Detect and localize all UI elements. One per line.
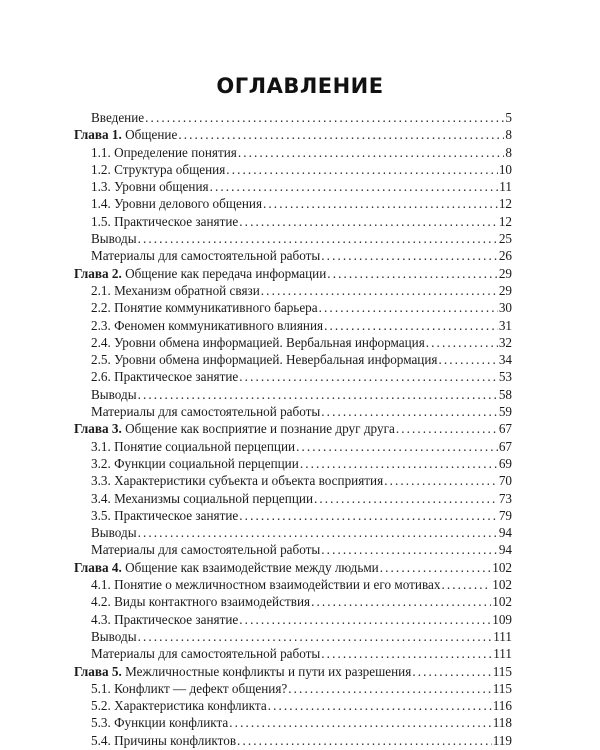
dot-leader bbox=[311, 593, 491, 610]
toc-entry-label bbox=[91, 455, 299, 472]
toc-page-number: 116 bbox=[492, 698, 512, 714]
dot-leader bbox=[319, 299, 498, 316]
toc-section-entry bbox=[74, 541, 512, 558]
toc-section-entry bbox=[74, 680, 512, 697]
toc-page-number: 94 bbox=[498, 525, 512, 541]
toc-section-entry bbox=[74, 386, 512, 403]
toc-chapter-entry bbox=[74, 559, 512, 576]
toc-page-number: 109 bbox=[492, 611, 512, 627]
toc-entry-label bbox=[91, 144, 237, 161]
toc-section-entry bbox=[74, 697, 512, 714]
toc-page-number: 102 bbox=[492, 594, 512, 610]
toc-entry-title: 3.3. Характеристики субъекта и объекта восприятия bbox=[91, 473, 384, 489]
toc-page-number: 67 bbox=[498, 421, 512, 437]
toc-entry-title: 2.5. Уровни обмена информацией. Невербальная информация bbox=[91, 352, 438, 368]
toc-page-number: 111 bbox=[493, 628, 512, 644]
dot-leader bbox=[327, 265, 498, 282]
toc-entry-label bbox=[74, 663, 411, 680]
toc-entry-label bbox=[91, 697, 267, 714]
toc-entry-title: Выводы bbox=[91, 628, 137, 644]
toc-page-number: 8 bbox=[505, 144, 512, 160]
toc-entry-label bbox=[91, 680, 287, 697]
toc-section-entry bbox=[74, 593, 512, 610]
toc-entry-label bbox=[91, 195, 262, 212]
dot-leader bbox=[229, 714, 491, 731]
toc-section-entry bbox=[74, 732, 512, 749]
dot-leader bbox=[210, 178, 499, 195]
toc-page-number: 94 bbox=[498, 542, 512, 558]
toc-page-number: 31 bbox=[498, 317, 512, 333]
toc-section-entry bbox=[74, 109, 512, 126]
toc-page-number: 10 bbox=[498, 161, 512, 177]
page-title: ОГЛАВЛЕНИЕ bbox=[216, 74, 384, 98]
toc-section-entry bbox=[74, 334, 512, 351]
toc-entry-label bbox=[91, 472, 383, 489]
dot-leader bbox=[321, 247, 498, 264]
toc-page-number: 70 bbox=[498, 473, 512, 489]
dot-leader bbox=[237, 732, 492, 749]
toc-entry-title: 2.1. Механизм обратной связи bbox=[91, 282, 260, 298]
toc-entry-label bbox=[91, 109, 144, 126]
toc-entry-title: 2.3. Феномен коммуникативного влияния bbox=[91, 317, 324, 333]
toc-section-entry bbox=[74, 195, 512, 212]
dot-leader bbox=[138, 628, 493, 645]
toc-section-entry bbox=[74, 490, 512, 507]
dot-leader bbox=[138, 230, 498, 247]
toc-entry-label bbox=[74, 265, 326, 282]
toc-section-entry bbox=[74, 351, 512, 368]
toc-entry-title: Общение как передача информации bbox=[125, 265, 327, 281]
toc-chapter-entry bbox=[74, 126, 512, 143]
toc-entry-title: 5.4. Причины конфликтов bbox=[91, 732, 237, 748]
toc-section-entry bbox=[74, 403, 512, 420]
toc-entry-title: Материалы для самостоятельной работы bbox=[91, 248, 321, 264]
toc-chapter-number: Глава 2. bbox=[74, 265, 122, 281]
toc-entry-label bbox=[74, 420, 395, 437]
toc-section-entry bbox=[74, 282, 512, 299]
toc-entry-title: 1.1. Определение понятия bbox=[91, 144, 237, 160]
toc-chapter-entry bbox=[74, 663, 512, 680]
toc-chapter-entry bbox=[74, 265, 512, 282]
dot-leader bbox=[178, 126, 504, 143]
toc-entry-label bbox=[91, 161, 225, 178]
toc-section-entry bbox=[74, 144, 512, 161]
toc-chapter-entry bbox=[74, 420, 512, 437]
toc-page-number: 58 bbox=[498, 386, 512, 402]
toc-entry-title: Межличностные конфликты и пути их разрешения bbox=[125, 663, 412, 679]
toc-page-number: 53 bbox=[498, 369, 512, 385]
toc-entry-title: Материалы для самостоятельной работы bbox=[91, 646, 321, 662]
toc-section-entry bbox=[74, 507, 512, 524]
toc-entry-label bbox=[91, 178, 209, 195]
toc-entry-title: 4.1. Понятие о межличностном взаимодействии и его мотивах bbox=[91, 577, 441, 593]
toc-chapter-number: Глава 4. bbox=[74, 559, 122, 575]
dot-leader bbox=[288, 680, 491, 697]
dot-leader bbox=[412, 663, 491, 680]
toc-entry-title: Общение как взаимодействие между людьми bbox=[125, 559, 379, 575]
toc-entry-label bbox=[91, 541, 320, 558]
toc-entry-title: 5.3. Функции конфликта bbox=[91, 715, 229, 731]
toc-entry-title: 2.4. Уровни обмена информацией. Вербальная информация bbox=[91, 334, 425, 350]
toc-entry-title: 4.3. Практическое занятие bbox=[91, 611, 239, 627]
toc-entry-label bbox=[91, 645, 320, 662]
toc-section-entry bbox=[74, 317, 512, 334]
toc-entry-title: 5.1. Конфликт — дефект общения? bbox=[91, 680, 288, 696]
dot-leader bbox=[226, 161, 498, 178]
dot-leader bbox=[296, 438, 498, 455]
toc-page-number: 12 bbox=[498, 196, 512, 212]
dot-leader bbox=[239, 507, 498, 524]
toc-section-entry bbox=[74, 472, 512, 489]
toc-entry-label bbox=[91, 732, 236, 749]
toc-entry-label bbox=[91, 576, 440, 593]
toc-page-number: 29 bbox=[498, 282, 512, 298]
toc-section-entry bbox=[74, 645, 512, 662]
toc-entry-label bbox=[91, 386, 137, 403]
toc-page-number: 11 bbox=[499, 179, 512, 195]
dot-leader bbox=[380, 559, 491, 576]
toc-chapter-number: Глава 1. bbox=[74, 127, 122, 143]
dot-leader bbox=[138, 386, 498, 403]
toc-entry-label bbox=[91, 490, 313, 507]
toc-entry-label bbox=[91, 247, 320, 264]
toc-entry-label bbox=[74, 126, 177, 143]
toc-entry-title: 2.6. Практическое занятие bbox=[91, 369, 239, 385]
dot-leader bbox=[384, 472, 498, 489]
dot-leader bbox=[239, 368, 498, 385]
dot-leader bbox=[268, 697, 492, 714]
toc-entry-title: 4.2. Виды контактного взаимодействия bbox=[91, 594, 311, 610]
toc-section-entry bbox=[74, 161, 512, 178]
toc-entry-label bbox=[91, 593, 310, 610]
toc-entry-title: Введение bbox=[91, 110, 145, 125]
toc-section-entry bbox=[74, 230, 512, 247]
toc-entry-title: Общение как восприятие и познание друг друга bbox=[125, 421, 395, 437]
dot-leader bbox=[439, 351, 498, 368]
toc-page-number: 102 bbox=[492, 577, 512, 593]
toc-page-number: 32 bbox=[498, 334, 512, 350]
toc-page-number: 59 bbox=[498, 404, 512, 420]
dot-leader bbox=[396, 420, 498, 437]
toc-section-entry bbox=[74, 611, 512, 628]
toc-section-entry bbox=[74, 247, 512, 264]
toc-entry-label bbox=[91, 438, 295, 455]
toc-page-number: 29 bbox=[498, 265, 512, 281]
toc-chapter-number: Глава 5. bbox=[74, 663, 122, 679]
dot-leader bbox=[321, 645, 492, 662]
toc-page-number: 34 bbox=[498, 352, 512, 368]
dot-leader bbox=[239, 213, 498, 230]
dot-leader bbox=[321, 541, 498, 558]
toc-entry-label bbox=[91, 368, 238, 385]
toc-entry-title: Выводы bbox=[91, 386, 137, 402]
toc-entry-label bbox=[91, 714, 228, 731]
toc-entry-title: 3.5. Практическое занятие bbox=[91, 507, 239, 523]
dot-leader bbox=[145, 109, 504, 126]
toc-section-entry bbox=[74, 576, 512, 593]
toc-entry-title: 1.2. Структура общения bbox=[91, 161, 226, 177]
toc-entry-title: 2.2. Понятие коммуникативного барьера bbox=[91, 300, 318, 316]
toc-section-entry bbox=[74, 438, 512, 455]
dot-leader bbox=[441, 576, 491, 593]
toc-entry-label bbox=[91, 507, 238, 524]
toc-page-number: 115 bbox=[492, 663, 512, 679]
toc-page-number: 25 bbox=[498, 231, 512, 247]
dot-leader bbox=[300, 455, 498, 472]
toc-entry-title: 3.1. Понятие социальной перцепции bbox=[91, 438, 296, 454]
dot-leader bbox=[239, 611, 491, 628]
toc-section-entry bbox=[74, 524, 512, 541]
toc-entry-title: 1.4. Уровни делового общения bbox=[91, 196, 263, 212]
toc-section-entry bbox=[74, 213, 512, 230]
toc-page-number: 118 bbox=[492, 715, 512, 731]
toc-entry-label bbox=[91, 524, 137, 541]
toc-page-number: 26 bbox=[498, 248, 512, 264]
toc-page-number: 12 bbox=[498, 213, 512, 229]
toc-entry-label bbox=[91, 213, 238, 230]
toc-chapter-number: Глава 3. bbox=[74, 421, 122, 437]
toc-page-number: 5 bbox=[505, 110, 512, 125]
toc-page-number: 115 bbox=[492, 680, 512, 696]
dot-leader bbox=[321, 403, 498, 420]
toc-entry-label bbox=[91, 282, 260, 299]
toc-entry-title: 1.3. Уровни общения bbox=[91, 179, 209, 195]
toc-entry-title: 5.2. Характеристика конфликта bbox=[91, 698, 267, 714]
toc-section-entry bbox=[74, 714, 512, 731]
toc-section-entry bbox=[74, 299, 512, 316]
toc-page-number: 30 bbox=[498, 300, 512, 316]
toc-entry-title: 1.5. Практическое занятие bbox=[91, 213, 239, 229]
toc-page-number: 79 bbox=[498, 507, 512, 523]
toc-entry-label bbox=[91, 230, 137, 247]
dot-leader bbox=[314, 490, 498, 507]
toc-entry-title: Выводы bbox=[91, 525, 137, 541]
toc-entry-title: 3.4. Механизмы социальной перцепции bbox=[91, 490, 313, 506]
dot-leader bbox=[261, 282, 498, 299]
toc-entry-label bbox=[91, 628, 137, 645]
toc-entry-label bbox=[91, 611, 238, 628]
toc-page-number: 119 bbox=[492, 732, 512, 748]
dot-leader bbox=[238, 144, 505, 161]
toc-entry-label bbox=[91, 403, 320, 420]
dot-leader bbox=[426, 334, 498, 351]
toc-section-entry bbox=[74, 628, 512, 645]
toc-section-entry bbox=[74, 178, 512, 195]
dot-leader bbox=[263, 195, 498, 212]
toc-entry-label bbox=[74, 559, 379, 576]
toc-page-number: 67 bbox=[498, 438, 512, 454]
toc-entry-title: 3.2. Функции социальной перцепции bbox=[91, 455, 299, 471]
dot-leader bbox=[138, 524, 498, 541]
table-of-contents bbox=[74, 109, 512, 749]
dot-leader bbox=[324, 317, 498, 334]
toc-page-number: 69 bbox=[498, 455, 512, 471]
toc-page-number: 102 bbox=[492, 559, 512, 575]
toc-entry-title: Материалы для самостоятельной работы bbox=[91, 542, 321, 558]
toc-entry-title: Выводы bbox=[91, 231, 137, 247]
toc-section-entry bbox=[74, 368, 512, 385]
toc-entry-label bbox=[91, 299, 318, 316]
toc-page-number: 73 bbox=[498, 490, 512, 506]
toc-entry-label bbox=[91, 317, 323, 334]
toc-entry-title: Общение bbox=[125, 127, 178, 143]
toc-page-number: 111 bbox=[493, 646, 512, 662]
toc-entry-title: Материалы для самостоятельной работы bbox=[91, 404, 321, 420]
toc-section-entry bbox=[74, 455, 512, 472]
toc-page-number: 8 bbox=[505, 127, 512, 143]
toc-entry-label bbox=[91, 351, 438, 368]
toc-entry-label bbox=[91, 334, 425, 351]
